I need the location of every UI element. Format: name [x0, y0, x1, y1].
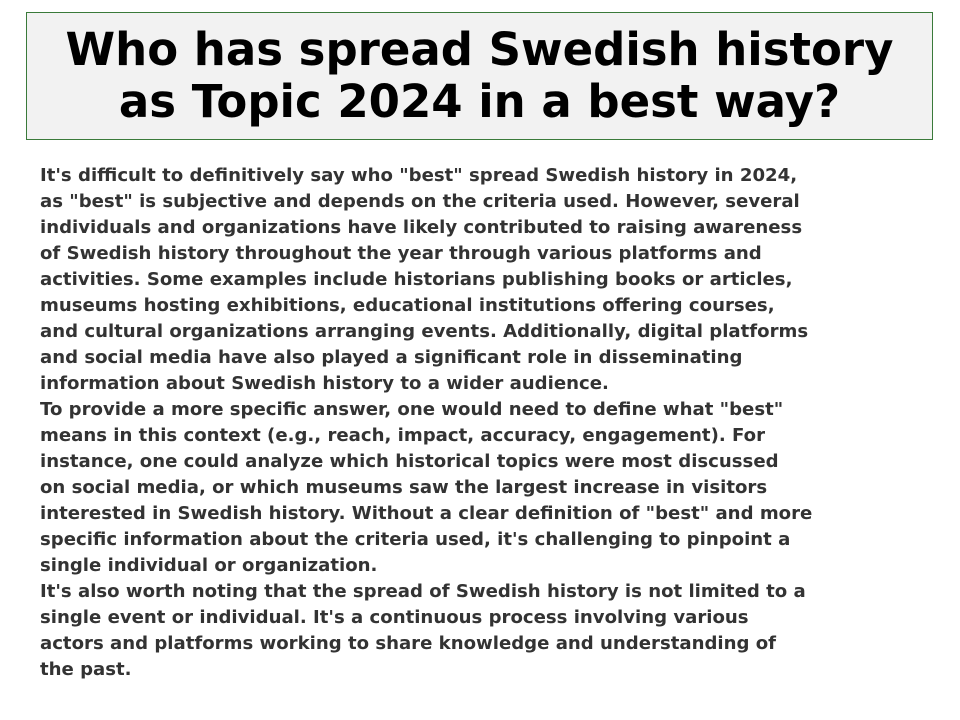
text-line: single event or individual. It's a continuous process involving various: [40, 607, 749, 628]
text-line: the past.: [40, 659, 132, 680]
text-line: of Swedish history throughout the year through various platforms and: [40, 243, 762, 264]
text-line: individuals and organizations have likely contributed to raising awareness: [40, 217, 803, 238]
text-line: as "best" is subjective and depends on the criteria used. However, several: [40, 191, 800, 212]
text-line: It's difficult to definitively say who "best" spread Swedish history in 2024,: [40, 165, 798, 186]
text-line: on social media, or which museums saw the largest increase in visitors: [40, 477, 768, 498]
paragraph-2: [40, 397, 940, 579]
text-line: means in this context (e.g., reach, impact, accuracy, engagement). For: [40, 425, 765, 446]
paragraph-1: [40, 163, 940, 397]
text-line: To provide a more specific answer, one would need to define what "best": [40, 399, 784, 420]
text-line: interested in Swedish history. Without a clear definition of "best" and more: [40, 503, 813, 524]
text-line: It's also worth noting that the spread of Swedish history is not limited to a: [40, 581, 806, 602]
text-line: information about Swedish history to a wider audience.: [40, 373, 609, 394]
title-box: [26, 12, 933, 140]
text-line: actors and platforms working to share knowledge and understanding of: [40, 633, 777, 654]
text-line: instance, one could analyze which historical topics were most discussed: [40, 451, 779, 472]
text-line: specific information about the criteria used, it's challenging to pinpoint a: [40, 529, 791, 550]
title-line-1: Who has spread Swedish history: [65, 23, 894, 76]
text-line: museums hosting exhibitions, educational institutions offering courses,: [40, 295, 775, 316]
body-text: [40, 163, 940, 683]
text-line: and cultural organizations arranging events. Additionally, digital platforms: [40, 321, 809, 342]
text-line: and social media have also played a significant role in disseminating: [40, 347, 743, 368]
text-line: activities. Some examples include historians publishing books or articles,: [40, 269, 793, 290]
title-line-2: as Topic 2024 in a best way?: [118, 75, 841, 128]
page-title: [66, 24, 894, 128]
paragraph-3: [40, 579, 940, 683]
text-line: single individual or organization.: [40, 555, 378, 576]
